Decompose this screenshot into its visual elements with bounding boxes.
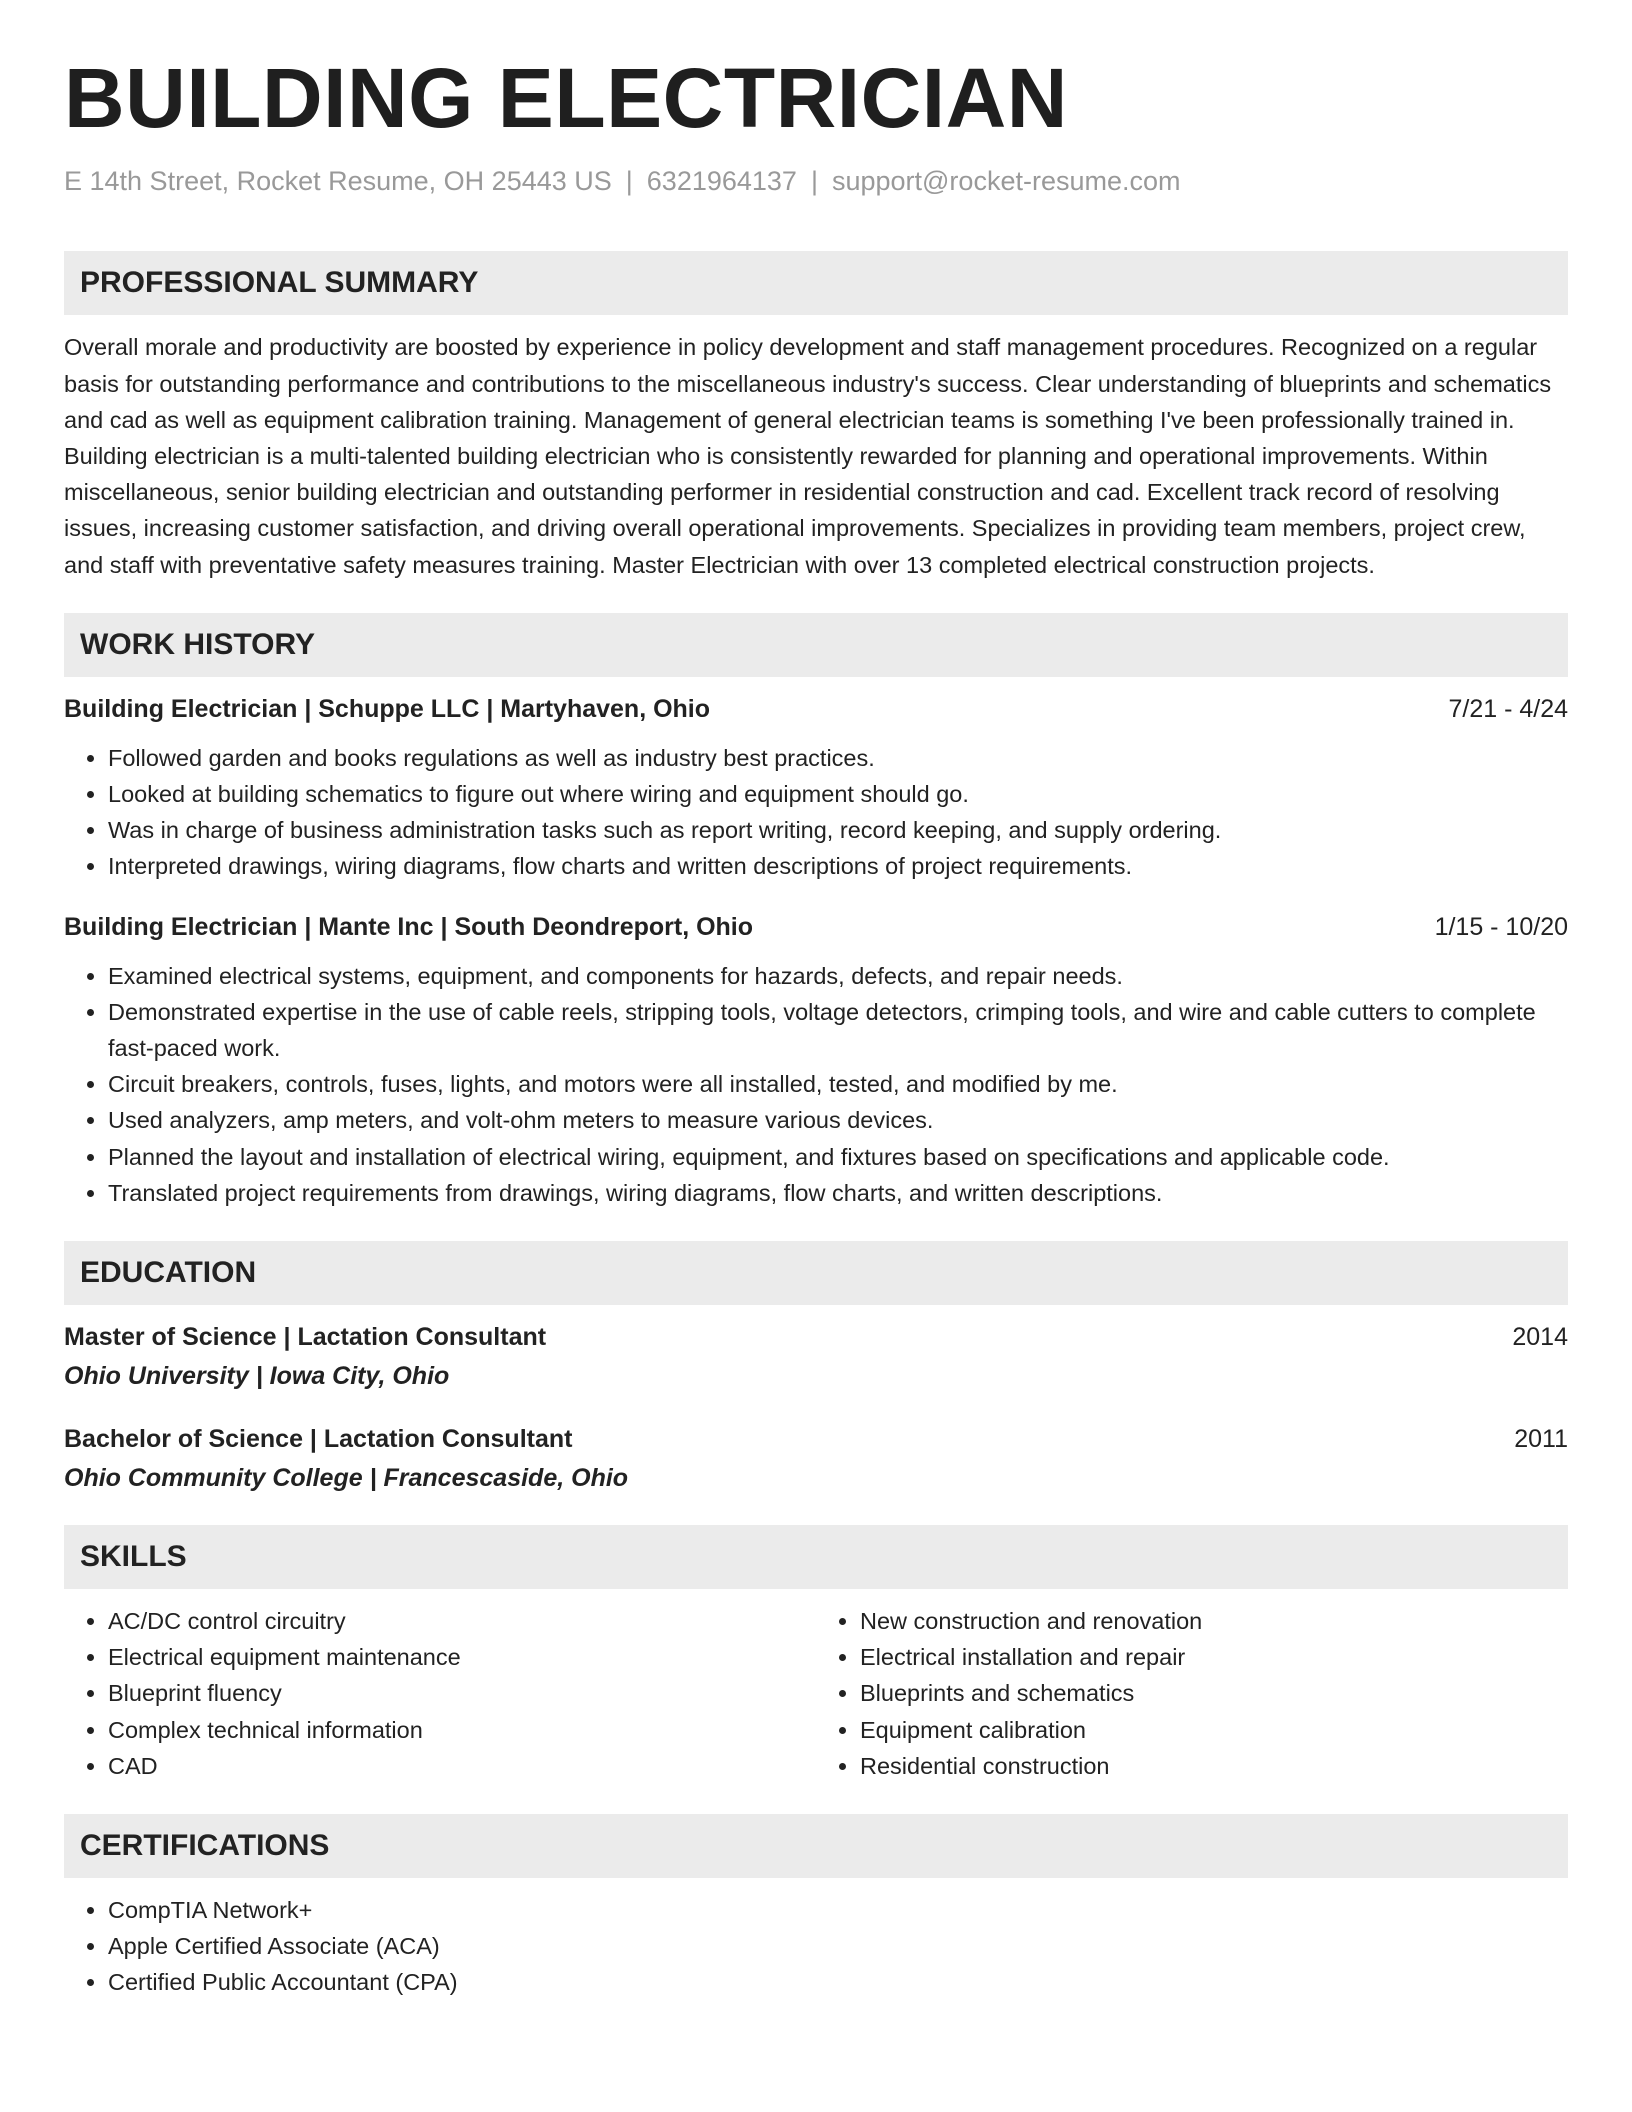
education-year: 2011 xyxy=(1514,1425,1568,1454)
skill-item: • New construction and renovation xyxy=(860,1603,1568,1639)
job-bullet: • Was in charge of business administration tasks such as report writing, record keeping, and supply ordering. xyxy=(108,812,1568,848)
certifications-list xyxy=(64,1892,1568,2001)
skill-item: • AC/DC control circuitry xyxy=(108,1603,816,1639)
skill-item: • Complex technical information xyxy=(108,1712,816,1748)
certification-item: • CompTIA Network+ xyxy=(108,1892,1568,1928)
skill-item: • Electrical installation and repair xyxy=(860,1639,1568,1675)
job-bullet: • Followed garden and books regulations as well as industry best practices. xyxy=(108,740,1568,776)
certification-item: • Certified Public Accountant (CPA) xyxy=(108,1964,1568,2000)
education-school: Ohio University | Iowa City, Ohio xyxy=(64,1362,450,1391)
contact-email: support@rocket-resume.com xyxy=(831,166,1181,197)
job-heading-row xyxy=(64,913,1568,942)
section-header-certifications: CERTIFICATIONS xyxy=(64,1814,1568,1878)
skill-item: • Blueprints and schematics xyxy=(860,1675,1568,1711)
skill-item: • Residential construction xyxy=(860,1748,1568,1784)
section-header-summary: PROFESSIONAL SUMMARY xyxy=(64,251,1568,315)
job-dates: 1/15 - 10/20 xyxy=(1434,912,1568,941)
skill-item: • CAD xyxy=(108,1748,816,1784)
education-heading-row xyxy=(64,1323,1568,1352)
job-bullets xyxy=(64,740,1568,885)
education-school: Ohio Community College | Francescaside, Ohio xyxy=(64,1464,629,1493)
education-degree: Master of Science | Lactation Consultant xyxy=(64,1323,547,1352)
education-degree: Bachelor of Science | Lactation Consultant xyxy=(64,1425,573,1454)
contact-phone: 6321964137 xyxy=(646,166,797,197)
job-title: Building Electrician | Mante Inc | South Deondreport, Ohio xyxy=(64,912,754,941)
job-bullet: • Translated project requirements from drawings, wiring diagrams, flow charts, and written descriptions. xyxy=(108,1175,1568,1211)
contact-line xyxy=(64,166,1568,197)
job-bullet: • Circuit breakers, controls, fuses, lights, and motors were all installed, tested, and modified by me. xyxy=(108,1066,1568,1102)
candidate-name: BUILDING ELECTRICIAN xyxy=(64,51,1068,145)
contact-separator: | xyxy=(625,166,633,197)
section-header-skills: SKILLS xyxy=(64,1525,1568,1589)
job-heading-row xyxy=(64,695,1568,724)
contact-separator: | xyxy=(810,166,818,197)
education-year: 2014 xyxy=(1512,1323,1568,1352)
section-header-education: EDUCATION xyxy=(64,1241,1568,1305)
job-bullet: • Examined electrical systems, equipment, and components for hazards, defects, and repair needs. xyxy=(108,958,1568,994)
contact-address: E 14th Street, Rocket Resume, OH 25443 US xyxy=(64,166,612,197)
job-bullet: • Used analyzers, amp meters, and volt-ohm meters to measure various devices. xyxy=(108,1102,1568,1138)
skills-list-right xyxy=(816,1603,1568,1784)
section-header-work-history: WORK HISTORY xyxy=(64,613,1568,677)
job-bullets xyxy=(64,958,1568,1211)
job-bullet: • Interpreted drawings, wiring diagrams, flow charts and written descriptions of project requirements. xyxy=(108,848,1568,884)
summary-text: Overall morale and productivity are boosted by experience in policy development and staff management procedures. Recognized on a regular basis for outstanding performance and contributions to the miscellaneous industry's success. Clear understanding of blueprints and schematics and cad as well as equipment calibration training. Management of general electrician teams is something I've been professionally trained in. Building electrician is a multi-talented building electrician who is consistently rewarded for planning and operational improvements. Within miscellaneous, senior building electrician and outstanding performer in residential construction and cad. Excellent track record of resolving issues, increasing customer satisfaction, and driving overall operational improvements. Specializes in providing team members, project crew, and staff with preventative safety measures training. Master Electrician with over 13 completed electrical construction projects. xyxy=(64,334,1552,578)
job-title: Building Electrician | Schuppe LLC | Martyhaven, Ohio xyxy=(64,694,711,723)
job-dates: 7/21 - 4/24 xyxy=(1448,694,1568,723)
skills-list-left xyxy=(64,1603,816,1784)
skills-columns xyxy=(64,1603,1568,1784)
job-bullet: • Planned the layout and installation of electrical wiring, equipment, and fixtures based on specifications and applicable code. xyxy=(108,1139,1568,1175)
certification-item: • Apple Certified Associate (ACA) xyxy=(108,1928,1568,1964)
job-bullet: • Demonstrated expertise in the use of cable reels, stripping tools, voltage detectors, crimping tools, and wire and cable cutters to complete fast-paced work. xyxy=(108,994,1568,1066)
skill-item: • Blueprint fluency xyxy=(108,1675,816,1711)
skill-item: • Electrical equipment maintenance xyxy=(108,1639,816,1675)
education-heading-row xyxy=(64,1425,1568,1454)
skill-item: • Equipment calibration xyxy=(860,1712,1568,1748)
job-bullet: • Looked at building schematics to figure out where wiring and equipment should go. xyxy=(108,776,1568,812)
